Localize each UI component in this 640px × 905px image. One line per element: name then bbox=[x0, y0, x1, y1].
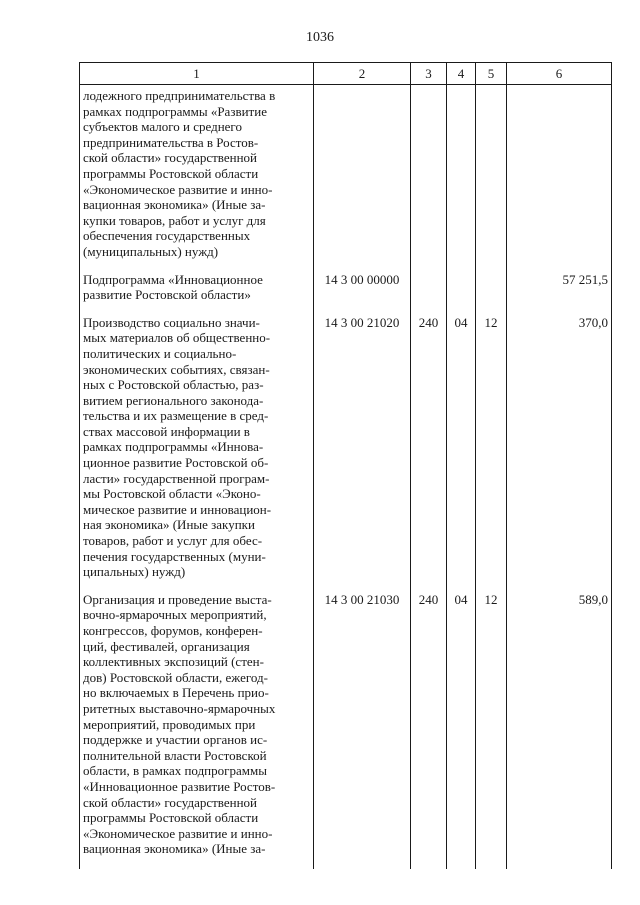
column-header: 3 bbox=[411, 63, 447, 85]
row-vr: 240 bbox=[411, 592, 447, 869]
row-pr bbox=[476, 85, 507, 272]
row-vr bbox=[411, 85, 447, 272]
column-header: 4 bbox=[447, 63, 476, 85]
row-pr bbox=[476, 272, 507, 315]
table-row bbox=[80, 272, 612, 315]
column-header: 1 bbox=[80, 63, 314, 85]
row-code bbox=[314, 85, 411, 272]
row-rz bbox=[447, 272, 476, 315]
row-amount: 370,0 bbox=[507, 315, 612, 592]
row-amount bbox=[507, 85, 612, 272]
row-vr bbox=[411, 272, 447, 315]
table-row bbox=[80, 85, 612, 272]
table-row bbox=[80, 315, 612, 592]
row-pr: 12 bbox=[476, 592, 507, 869]
row-rz: 04 bbox=[447, 315, 476, 592]
budget-table bbox=[79, 62, 612, 869]
row-description: Производство социально значи- мых материалов об общественно- политических и социально- экономических событиях, связан- ных с Ростовской областью, раз- витием регионального законода- тельства и их размещение в сред- ствах массовой информации в рамках подпрограммы «Иннова- ционное развитие Ростовской об- ласти» государственной програм- мы Ростовской области «Эконо- мическое развитие и инновацион- ная экономика» (Иные закупки товаров, работ и услуг для обес- печения государственных (муни- ципальных) нужд) bbox=[83, 314, 272, 580]
column-header: 6 bbox=[507, 63, 612, 85]
page-number: 1036 bbox=[306, 30, 334, 45]
table-row bbox=[80, 592, 612, 869]
row-rz: 04 bbox=[447, 592, 476, 869]
row-description: Подпрограмма «Инновационное развитие Ростовской области» bbox=[83, 271, 263, 303]
row-description: Организация и проведение выста- вочно-ярмарочных мероприятий, конгрессов, форумов, конферен- ций, фестивалей, организация коллективных экспозиций (стен- дов) Ростовской области, ежегод- но включаемых в Перечень прио- ритетных выставочно-ярмарочных мероприятий, проводимых при поддержке и участии органов ис- полнительной власти Ростовской области, в рамках подпрограммы «Инновационное развитие Ростов- ской области» государственной программы Ростовской области «Экономическое развитие и инно- вационная экономика» (Иные за- bbox=[83, 591, 276, 857]
row-code: 14 3 00 21020 bbox=[314, 315, 411, 592]
row-code: 14 3 00 00000 bbox=[314, 272, 411, 315]
row-pr: 12 bbox=[476, 315, 507, 592]
row-amount: 57 251,5 bbox=[507, 272, 612, 315]
row-description: лодежного предпринимательства в рамках подпрограммы «Развитие субъектов малого и среднего предпринимательства в Ростов- ской области» государственной программы Ростовской области «Экономическое развитие и инно- вационная экономика» (Иные за- купки товаров, работ и услуг для обеспечения государственных (муниципальных) нужд) bbox=[83, 88, 276, 259]
row-vr: 240 bbox=[411, 315, 447, 592]
column-header: 2 bbox=[314, 63, 411, 85]
row-code: 14 3 00 21030 bbox=[314, 592, 411, 869]
column-header: 5 bbox=[476, 63, 507, 85]
row-rz bbox=[447, 85, 476, 272]
row-amount: 589,0 bbox=[507, 592, 612, 869]
table-header-row bbox=[80, 63, 612, 85]
